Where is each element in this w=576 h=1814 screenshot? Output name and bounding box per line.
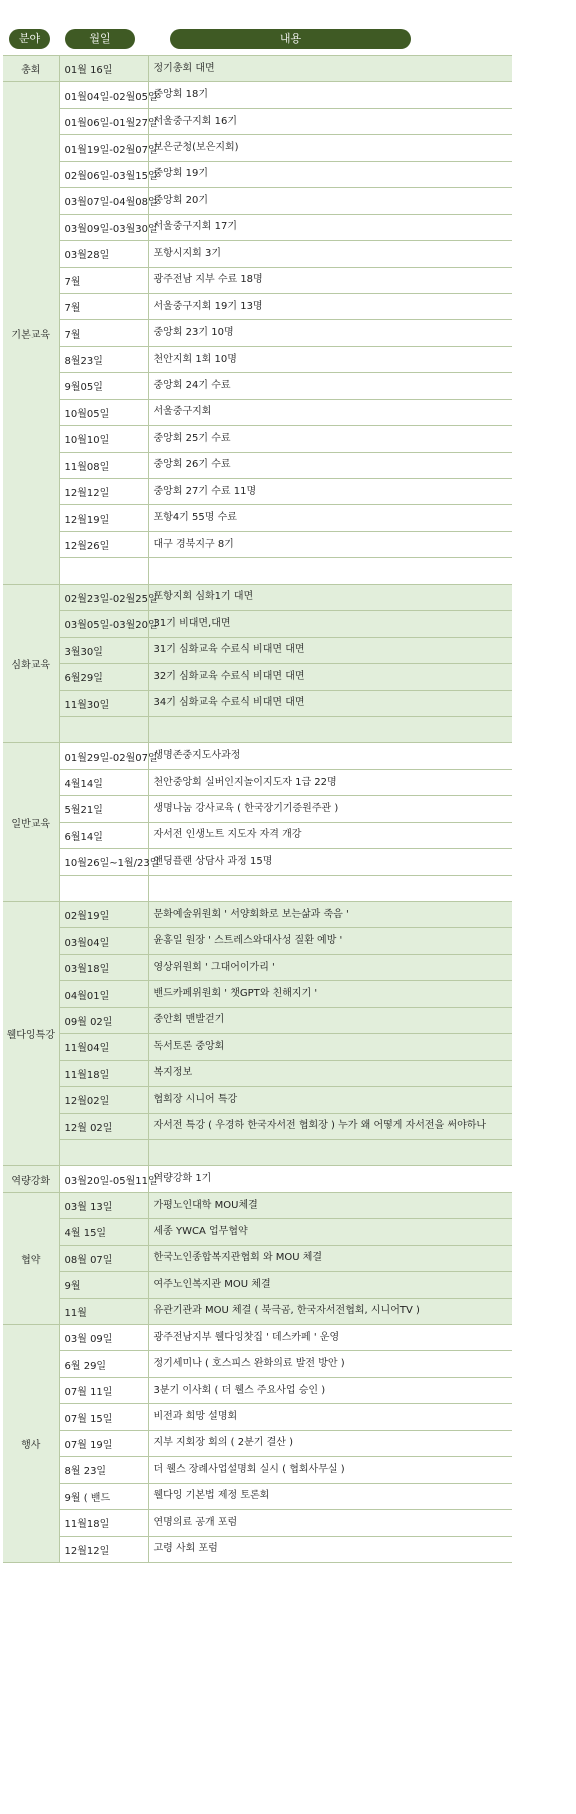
category-cell: 행사 [3,1325,59,1563]
table-row [3,82,512,108]
date-cell: 8월 23일 [59,1457,148,1483]
content-cell: 서울중구지회 17기 [148,214,512,240]
date-cell: 10월10일 [59,426,148,452]
date-cell: 03월28일 [59,241,148,267]
content-cell: 정기총회 대면 [148,56,512,82]
category-cell: 역량강화 [3,1166,59,1192]
table-row [3,214,512,240]
table-row [3,954,512,980]
table-row [3,241,512,267]
table-row [3,373,512,399]
activity-table [3,55,512,1563]
content-cell: 협회장 시니어 특강 [148,1087,512,1113]
date-cell: 12월12일 [59,479,148,505]
header-date: 월일 [65,29,135,49]
date-cell: 11월30일 [59,690,148,716]
content-cell: 자서전 인생노트 지도자 자격 개강 [148,822,512,848]
date-cell: 01월29일-02월07일 [59,743,148,769]
content-cell: 광주전남지부 웰다잉찻집 ' 데스카페 ' 운영 [148,1325,512,1351]
content-cell: 연명의료 공개 포럼 [148,1510,512,1536]
table-row [3,769,512,795]
date-cell: 03월 13일 [59,1192,148,1218]
table-row [3,637,512,663]
table-row [3,531,512,557]
date-cell: 07월 11일 [59,1377,148,1403]
table-row [3,716,512,742]
date-cell: 12월19일 [59,505,148,531]
date-cell: 01월19일-02월07일 [59,135,148,161]
content-cell: 중앙회 27기 수료 11명 [148,479,512,505]
content-cell: 더 웰스 장례사업설명회 실시 ( 협회사무실 ) [148,1457,512,1483]
content-cell: 보은군청(보은지회) [148,135,512,161]
content-cell: 윤홍일 원장 ' 스트레스와대사성 질환 예방 ' [148,928,512,954]
date-cell [59,875,148,901]
content-cell: 32기 심화교육 수료식 비대면 대면 [148,664,512,690]
table-row [3,1192,512,1218]
content-cell: 서울중구지회 19기 13명 [148,293,512,319]
date-cell: 9월 [59,1272,148,1298]
table-row [3,796,512,822]
table-row [3,1510,512,1536]
table-row [3,320,512,346]
table-row [3,56,512,82]
content-cell: 한국노인종합복지관협회 와 MOU 체결 [148,1245,512,1271]
table-row [3,426,512,452]
date-cell: 02월06일-03월15일 [59,161,148,187]
content-cell: 밴드카페위원회 ' 챗GPT와 친해지기 ' [148,981,512,1007]
content-cell: 자서전 특강 ( 우경하 한국자서전 협회장 ) 누가 왜 어떻게 자서전을 써야하나 [148,1113,512,1139]
table-row [3,161,512,187]
content-cell: 독서토론 중앙회 [148,1034,512,1060]
content-cell [148,716,512,742]
date-cell: 11월 [59,1298,148,1324]
content-cell: 포항4기 55명 수료 [148,505,512,531]
content-cell: 포항시지회 3기 [148,241,512,267]
content-cell: 영상위원회 ' 그대어이가리 ' [148,954,512,980]
content-cell: 웰다잉 기본법 제정 토론회 [148,1483,512,1509]
date-cell: 08월 07일 [59,1245,148,1271]
date-cell: 07월 19일 [59,1430,148,1456]
content-cell [148,1139,512,1165]
content-cell: 대구 경북지구 8기 [148,531,512,557]
content-cell: 서울중구지회 16기 [148,108,512,134]
table-row [3,1007,512,1033]
content-cell: 유관기관과 MOU 체결 ( 북극곰, 한국자서전협회, 시니어TV ) [148,1298,512,1324]
category-cell: 웰다잉특강 [3,902,59,1166]
content-cell: 비전과 희망 설명회 [148,1404,512,1430]
date-cell: 04월01일 [59,981,148,1007]
table-row [3,1536,512,1562]
content-cell: 정기세미나 ( 호스피스 완화의료 발전 방안 ) [148,1351,512,1377]
table-row [3,822,512,848]
date-cell: 9월05일 [59,373,148,399]
date-cell: 03월09일-03월30일 [59,214,148,240]
content-cell: 중앙회 23기 10명 [148,320,512,346]
date-cell: 6월 29일 [59,1351,148,1377]
date-cell: 7월 [59,293,148,319]
date-cell: 9월 ( 밴드 [59,1483,148,1509]
date-cell: 09월 02일 [59,1007,148,1033]
date-cell: 7월 [59,267,148,293]
date-cell: 10월26일~1월/23일 [59,849,148,875]
date-cell [59,1139,148,1165]
table-row [3,611,512,637]
table-row [3,267,512,293]
content-cell: 여주노인복지관 MOU 체결 [148,1272,512,1298]
table-row [3,584,512,610]
date-cell: 11월18일 [59,1510,148,1536]
content-cell: 천안중앙회 실버인지놀이지도자 1급 22명 [148,769,512,795]
content-cell: 중앙회 18기 [148,82,512,108]
table-row [3,1219,512,1245]
table-row [3,875,512,901]
content-cell: 3분기 이사회 ( 더 웰스 주요사업 승인 ) [148,1377,512,1403]
category-cell: 협약 [3,1192,59,1324]
content-cell: 문화예술위원회 ' 서양회화로 보는삶과 죽음 ' [148,902,512,928]
table-row [3,108,512,134]
table-row [3,690,512,716]
content-cell [148,875,512,901]
header-category: 분야 [9,29,50,49]
date-cell: 11월08일 [59,452,148,478]
content-cell [148,558,512,584]
table-row [3,664,512,690]
table-row [3,1272,512,1298]
date-cell: 4월14일 [59,769,148,795]
table-row [3,1113,512,1139]
table-row [3,743,512,769]
table-row [3,346,512,372]
content-cell: 역량강화 1기 [148,1166,512,1192]
content-cell: 가평노인대학 MOU체결 [148,1192,512,1218]
content-cell: 31기 심화교육 수료식 비대면 대면 [148,637,512,663]
table-row [3,452,512,478]
table-row [3,1351,512,1377]
date-cell: 12월 02일 [59,1113,148,1139]
table-row [3,1166,512,1192]
content-cell: 31기 비대면,대면 [148,611,512,637]
table-row [3,902,512,928]
table-row [3,1457,512,1483]
date-cell: 11월18일 [59,1060,148,1086]
header-content: 내용 [170,29,411,49]
content-cell: 중앙회 25기 수료 [148,426,512,452]
table-row [3,1430,512,1456]
category-cell: 총회 [3,56,59,82]
date-cell [59,558,148,584]
date-cell [59,716,148,742]
date-cell: 3월30일 [59,637,148,663]
table-row [3,981,512,1007]
table-row [3,1325,512,1351]
date-cell: 5월21일 [59,796,148,822]
table-row [3,293,512,319]
date-cell: 4월 15일 [59,1219,148,1245]
date-cell: 03월 09일 [59,1325,148,1351]
table-row [3,479,512,505]
content-cell: 앤딩플랜 상담사 과정 15명 [148,849,512,875]
table-row [3,1060,512,1086]
date-cell: 10월05일 [59,399,148,425]
date-cell: 03월07일-04월08일 [59,188,148,214]
activity-table-body [3,56,512,1563]
category-cell: 일반교육 [3,743,59,902]
date-cell: 02월23일-02월25일 [59,584,148,610]
date-cell: 01월 16일 [59,56,148,82]
date-cell: 01월04일-02월05일 [59,82,148,108]
content-cell: 복지정보 [148,1060,512,1086]
content-cell: 지부 지회장 회의 ( 2분기 결산 ) [148,1430,512,1456]
table-row [3,135,512,161]
date-cell: 03월05일-03월20일 [59,611,148,637]
table-row [3,928,512,954]
table-row [3,188,512,214]
content-cell: 34기 심화교육 수료식 비대면 대면 [148,690,512,716]
content-cell: 고령 사회 포럼 [148,1536,512,1562]
date-cell: 8월23일 [59,346,148,372]
date-cell: 7월 [59,320,148,346]
table-row [3,1298,512,1324]
table-row [3,1139,512,1165]
content-cell: 서울중구지회 [148,399,512,425]
date-cell: 03월18일 [59,954,148,980]
table-row [3,1087,512,1113]
date-cell: 02월19일 [59,902,148,928]
table-row [3,1034,512,1060]
table-row [3,558,512,584]
date-cell: 03월20일-05월11일 [59,1166,148,1192]
date-cell: 01월06일-01월27일 [59,108,148,134]
date-cell: 11월04일 [59,1034,148,1060]
table-row [3,1245,512,1271]
content-cell: 중앙회 24기 수료 [148,373,512,399]
category-cell: 심화교육 [3,584,59,743]
content-cell: 광주전남 지부 수료 18명 [148,267,512,293]
table-row [3,399,512,425]
content-cell: 생명존중지도사과정 [148,743,512,769]
date-cell: 6월14일 [59,822,148,848]
content-cell: 중앙회 20기 [148,188,512,214]
content-cell: 중앙회 19기 [148,161,512,187]
content-cell: 포항지회 심화1기 대면 [148,584,512,610]
date-cell: 12월26일 [59,531,148,557]
content-cell: 중앙회 26기 수료 [148,452,512,478]
date-cell: 03월04일 [59,928,148,954]
content-cell: 중안회 맨발걷기 [148,1007,512,1033]
date-cell: 07월 15일 [59,1404,148,1430]
table-row [3,1483,512,1509]
category-cell: 기본교육 [3,82,59,584]
table-row [3,505,512,531]
content-cell: 생명나눔 강사교육 ( 한국장기기증원주관 ) [148,796,512,822]
date-cell: 12월12일 [59,1536,148,1562]
content-cell: 세종 YWCA 업무협약 [148,1219,512,1245]
content-cell: 천안지회 1회 10명 [148,346,512,372]
table-row [3,1404,512,1430]
table-row [3,1377,512,1403]
date-cell: 6월29일 [59,664,148,690]
date-cell: 12월02일 [59,1087,148,1113]
table-row [3,849,512,875]
